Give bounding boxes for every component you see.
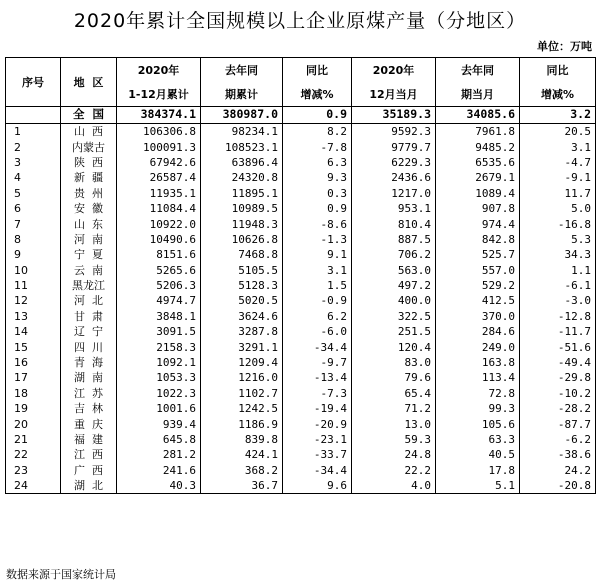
row-index-cell: 7 <box>6 216 61 231</box>
row-region-cell: 辽 宁 <box>61 324 117 339</box>
row-value-cell: -29.8 <box>520 370 596 385</box>
table-row <box>6 463 596 478</box>
row-index-cell: 2 <box>6 139 61 154</box>
row-value-cell: -6.1 <box>520 278 596 293</box>
source-note: 数据来源于国家统计局 <box>6 568 116 581</box>
row-value-cell: 370.0 <box>436 309 520 324</box>
row-region-cell: 湖 南 <box>61 370 117 385</box>
row-value-cell: 40.5 <box>436 447 520 462</box>
row-value-cell: 251.5 <box>352 324 436 339</box>
row-index-cell: 19 <box>6 401 61 416</box>
header-c3b: 增减% <box>283 82 352 107</box>
row-value-cell: 0.9 <box>283 201 352 216</box>
row-index-cell: 3 <box>6 155 61 170</box>
row-value-cell: 3091.5 <box>117 324 201 339</box>
row-value-cell: 368.2 <box>201 463 283 478</box>
row-region-cell: 重 庆 <box>61 416 117 431</box>
row-region-cell: 内蒙古 <box>61 139 117 154</box>
table-row <box>6 201 596 216</box>
row-value-cell: 11895.1 <box>201 186 283 201</box>
row-value-cell: 1053.3 <box>117 370 201 385</box>
row-value-cell: 120.4 <box>352 339 436 354</box>
row-value-cell: 106306.8 <box>117 124 201 140</box>
row-value-cell: -9.1 <box>520 170 596 185</box>
table-row <box>6 263 596 278</box>
row-value-cell: -9.7 <box>283 355 352 370</box>
row-region-cell: 安 徽 <box>61 201 117 216</box>
row-value-cell: 4.0 <box>352 478 436 494</box>
row-value-cell: 5020.5 <box>201 293 283 308</box>
row-value-cell: 63.3 <box>436 432 520 447</box>
row-value-cell: 9.6 <box>283 478 352 494</box>
row-value-cell: 1216.0 <box>201 370 283 385</box>
table-row <box>6 401 596 416</box>
row-region-cell: 新 疆 <box>61 170 117 185</box>
row-value-cell: -12.8 <box>520 309 596 324</box>
row-index-cell: 17 <box>6 370 61 385</box>
row-value-cell: 67942.6 <box>117 155 201 170</box>
row-value-cell: 17.8 <box>436 463 520 478</box>
row-value-cell: 98234.1 <box>201 124 283 140</box>
row-value-cell: 525.7 <box>436 247 520 262</box>
row-value-cell: 9779.7 <box>352 139 436 154</box>
row-value-cell: -34.4 <box>283 463 352 478</box>
table-row <box>6 186 596 201</box>
row-value-cell: -49.4 <box>520 355 596 370</box>
row-value-cell: -1.3 <box>283 232 352 247</box>
header-c6b: 增减% <box>520 82 596 107</box>
total-value-cell: 384374.1 <box>117 107 201 124</box>
row-value-cell: 1186.9 <box>201 416 283 431</box>
row-value-cell: 5128.3 <box>201 278 283 293</box>
row-region-cell: 宁 夏 <box>61 247 117 262</box>
row-region-cell: 江 西 <box>61 447 117 462</box>
row-value-cell: 99.3 <box>436 401 520 416</box>
row-region-cell: 贵 州 <box>61 186 117 201</box>
row-value-cell: 13.0 <box>352 416 436 431</box>
row-index-cell: 14 <box>6 324 61 339</box>
total-value-cell: 380987.0 <box>201 107 283 124</box>
unit-label: 单位：万吨 <box>537 40 592 53</box>
row-value-cell: 284.6 <box>436 324 520 339</box>
total-value-cell: 34085.6 <box>436 107 520 124</box>
row-value-cell: -19.4 <box>283 401 352 416</box>
row-value-cell: 11.7 <box>520 186 596 201</box>
row-value-cell: -20.9 <box>283 416 352 431</box>
row-value-cell: 40.3 <box>117 478 201 494</box>
row-value-cell: 8.2 <box>283 124 352 140</box>
row-value-cell: 20.5 <box>520 124 596 140</box>
row-index-cell: 21 <box>6 432 61 447</box>
header-c5b: 期当月 <box>436 82 520 107</box>
row-region-cell: 陕 西 <box>61 155 117 170</box>
row-value-cell: 1.1 <box>520 263 596 278</box>
row-value-cell: -13.4 <box>283 370 352 385</box>
row-value-cell: 79.6 <box>352 370 436 385</box>
row-value-cell: 36.7 <box>201 478 283 494</box>
row-value-cell: 113.4 <box>436 370 520 385</box>
table-header <box>6 58 596 107</box>
row-value-cell: 3291.1 <box>201 339 283 354</box>
row-index-cell: 18 <box>6 386 61 401</box>
row-value-cell: 5265.6 <box>117 263 201 278</box>
row-index-cell: 22 <box>6 447 61 462</box>
table-row <box>6 309 596 324</box>
row-value-cell: 842.8 <box>436 232 520 247</box>
row-value-cell: -20.8 <box>520 478 596 494</box>
row-value-cell: -16.8 <box>520 216 596 231</box>
row-index-cell: 8 <box>6 232 61 247</box>
table-row <box>6 155 596 170</box>
row-value-cell: 563.0 <box>352 263 436 278</box>
table-row <box>6 293 596 308</box>
total-index-cell <box>6 107 61 124</box>
row-value-cell: 24320.8 <box>201 170 283 185</box>
row-value-cell: 810.4 <box>352 216 436 231</box>
row-value-cell: 26587.4 <box>117 170 201 185</box>
row-value-cell: 424.1 <box>201 447 283 462</box>
table-row <box>6 247 596 262</box>
row-index-cell: 1 <box>6 124 61 140</box>
table-row <box>6 324 596 339</box>
row-value-cell: 249.0 <box>436 339 520 354</box>
row-value-cell: 10922.0 <box>117 216 201 231</box>
table-row <box>6 416 596 431</box>
table-row <box>6 386 596 401</box>
row-value-cell: 281.2 <box>117 447 201 462</box>
header-c5a: 去年同 <box>436 58 520 83</box>
row-value-cell: 8151.6 <box>117 247 201 262</box>
row-value-cell: 645.8 <box>117 432 201 447</box>
table-row <box>6 232 596 247</box>
row-index-cell: 20 <box>6 416 61 431</box>
row-value-cell: 887.5 <box>352 232 436 247</box>
header-c4b: 12月当月 <box>352 82 436 107</box>
row-value-cell: 5.0 <box>520 201 596 216</box>
row-index-cell: 16 <box>6 355 61 370</box>
header-c3a: 同比 <box>283 58 352 83</box>
row-value-cell: 9485.2 <box>436 139 520 154</box>
row-value-cell: 1.5 <box>283 278 352 293</box>
row-value-cell: 1092.1 <box>117 355 201 370</box>
row-region-cell: 广 西 <box>61 463 117 478</box>
table-row <box>6 355 596 370</box>
row-value-cell: 59.3 <box>352 432 436 447</box>
total-value-cell: 3.2 <box>520 107 596 124</box>
row-value-cell: 2679.1 <box>436 170 520 185</box>
row-value-cell: 10626.8 <box>201 232 283 247</box>
table-row <box>6 447 596 462</box>
row-value-cell: 1242.5 <box>201 401 283 416</box>
row-region-cell: 山 西 <box>61 124 117 140</box>
row-value-cell: 322.5 <box>352 309 436 324</box>
row-value-cell: -6.0 <box>283 324 352 339</box>
row-value-cell: 7961.8 <box>436 124 520 140</box>
total-value-cell: 0.9 <box>283 107 352 124</box>
row-index-cell: 11 <box>6 278 61 293</box>
row-value-cell: -11.7 <box>520 324 596 339</box>
row-value-cell: 939.4 <box>117 416 201 431</box>
row-value-cell: 974.4 <box>436 216 520 231</box>
row-value-cell: -51.6 <box>520 339 596 354</box>
row-value-cell: 72.8 <box>436 386 520 401</box>
row-region-cell: 福 建 <box>61 432 117 447</box>
row-region-cell: 甘 肃 <box>61 309 117 324</box>
table-row <box>6 216 596 231</box>
row-index-cell: 5 <box>6 186 61 201</box>
row-value-cell: 71.2 <box>352 401 436 416</box>
row-value-cell: 412.5 <box>436 293 520 308</box>
coal-production-table <box>5 57 596 494</box>
row-value-cell: -23.1 <box>283 432 352 447</box>
row-index-cell: 9 <box>6 247 61 262</box>
row-value-cell: -34.4 <box>283 339 352 354</box>
row-value-cell: 2158.3 <box>117 339 201 354</box>
header-c4a: 2020年 <box>352 58 436 83</box>
row-value-cell: -7.8 <box>283 139 352 154</box>
row-value-cell: -10.2 <box>520 386 596 401</box>
row-value-cell: 5206.3 <box>117 278 201 293</box>
row-region-cell: 四 川 <box>61 339 117 354</box>
row-value-cell: -4.7 <box>520 155 596 170</box>
header-c2b: 期累计 <box>201 82 283 107</box>
row-value-cell: -6.2 <box>520 432 596 447</box>
table-row <box>6 432 596 447</box>
row-value-cell: 9592.3 <box>352 124 436 140</box>
row-value-cell: 0.3 <box>283 186 352 201</box>
row-value-cell: 11935.1 <box>117 186 201 201</box>
row-value-cell: 83.0 <box>352 355 436 370</box>
row-value-cell: 3848.1 <box>117 309 201 324</box>
row-value-cell: 6.2 <box>283 309 352 324</box>
row-index-cell: 23 <box>6 463 61 478</box>
row-value-cell: 9.3 <box>283 170 352 185</box>
row-value-cell: 2436.6 <box>352 170 436 185</box>
row-value-cell: 1022.3 <box>117 386 201 401</box>
row-value-cell: 529.2 <box>436 278 520 293</box>
row-index-cell: 12 <box>6 293 61 308</box>
row-value-cell: 65.4 <box>352 386 436 401</box>
row-value-cell: 3.1 <box>520 139 596 154</box>
row-value-cell: 706.2 <box>352 247 436 262</box>
table-row <box>6 124 596 140</box>
row-index-cell: 15 <box>6 339 61 354</box>
header-c1a: 2020年 <box>117 58 201 83</box>
row-value-cell: 5.1 <box>436 478 520 494</box>
row-value-cell: 10989.5 <box>201 201 283 216</box>
row-value-cell: -7.3 <box>283 386 352 401</box>
row-value-cell: 5105.5 <box>201 263 283 278</box>
row-value-cell: -28.2 <box>520 401 596 416</box>
row-value-cell: 11948.3 <box>201 216 283 231</box>
row-value-cell: 497.2 <box>352 278 436 293</box>
header-index: 序号 <box>6 58 61 107</box>
row-value-cell: 7468.8 <box>201 247 283 262</box>
row-value-cell: 22.2 <box>352 463 436 478</box>
row-region-cell: 湖 北 <box>61 478 117 494</box>
row-region-cell: 黑龙江 <box>61 278 117 293</box>
row-value-cell: 1089.4 <box>436 186 520 201</box>
table-row-total <box>6 107 596 124</box>
row-region-cell: 吉 林 <box>61 401 117 416</box>
table-body <box>6 107 596 494</box>
row-region-cell: 云 南 <box>61 263 117 278</box>
table-row <box>6 370 596 385</box>
table-row <box>6 478 596 494</box>
total-region-cell: 全 国 <box>61 107 117 124</box>
row-value-cell: 34.3 <box>520 247 596 262</box>
row-value-cell: 953.1 <box>352 201 436 216</box>
row-value-cell: 1001.6 <box>117 401 201 416</box>
row-value-cell: 4974.7 <box>117 293 201 308</box>
row-value-cell: 108523.1 <box>201 139 283 154</box>
table-row <box>6 339 596 354</box>
row-index-cell: 13 <box>6 309 61 324</box>
row-value-cell: 6.3 <box>283 155 352 170</box>
header-c2a: 去年同 <box>201 58 283 83</box>
row-value-cell: 907.8 <box>436 201 520 216</box>
row-index-cell: 6 <box>6 201 61 216</box>
row-index-cell: 4 <box>6 170 61 185</box>
row-region-cell: 河 北 <box>61 293 117 308</box>
row-value-cell: 6229.3 <box>352 155 436 170</box>
row-value-cell: 400.0 <box>352 293 436 308</box>
row-value-cell: -87.7 <box>520 416 596 431</box>
table-row <box>6 278 596 293</box>
row-value-cell: 3624.6 <box>201 309 283 324</box>
row-value-cell: 557.0 <box>436 263 520 278</box>
row-value-cell: 24.2 <box>520 463 596 478</box>
row-value-cell: -8.6 <box>283 216 352 231</box>
row-value-cell: 100091.3 <box>117 139 201 154</box>
row-value-cell: 5.3 <box>520 232 596 247</box>
row-value-cell: 1102.7 <box>201 386 283 401</box>
row-value-cell: 241.6 <box>117 463 201 478</box>
row-value-cell: -0.9 <box>283 293 352 308</box>
row-value-cell: -33.7 <box>283 447 352 462</box>
header-region: 地 区 <box>61 58 117 107</box>
row-value-cell: 11084.4 <box>117 201 201 216</box>
row-index-cell: 10 <box>6 263 61 278</box>
row-region-cell: 河 南 <box>61 232 117 247</box>
row-value-cell: 63896.4 <box>201 155 283 170</box>
row-region-cell: 青 海 <box>61 355 117 370</box>
row-value-cell: 1217.0 <box>352 186 436 201</box>
page-title: 2020年累计全国规模以上企业原煤产量（分地区） <box>73 10 527 32</box>
table-row <box>6 139 596 154</box>
row-value-cell: 9.1 <box>283 247 352 262</box>
row-value-cell: -3.0 <box>520 293 596 308</box>
row-region-cell: 江 苏 <box>61 386 117 401</box>
row-value-cell: 105.6 <box>436 416 520 431</box>
row-value-cell: 839.8 <box>201 432 283 447</box>
header-c6a: 同比 <box>520 58 596 83</box>
row-value-cell: 163.8 <box>436 355 520 370</box>
row-value-cell: 1209.4 <box>201 355 283 370</box>
row-value-cell: 6535.6 <box>436 155 520 170</box>
row-value-cell: 10490.6 <box>117 232 201 247</box>
row-value-cell: -38.6 <box>520 447 596 462</box>
header-c1b: 1-12月累计 <box>117 82 201 107</box>
row-value-cell: 24.8 <box>352 447 436 462</box>
row-value-cell: 3.1 <box>283 263 352 278</box>
table-row <box>6 170 596 185</box>
row-value-cell: 3287.8 <box>201 324 283 339</box>
row-index-cell: 24 <box>6 478 61 494</box>
total-value-cell: 35189.3 <box>352 107 436 124</box>
row-region-cell: 山 东 <box>61 216 117 231</box>
